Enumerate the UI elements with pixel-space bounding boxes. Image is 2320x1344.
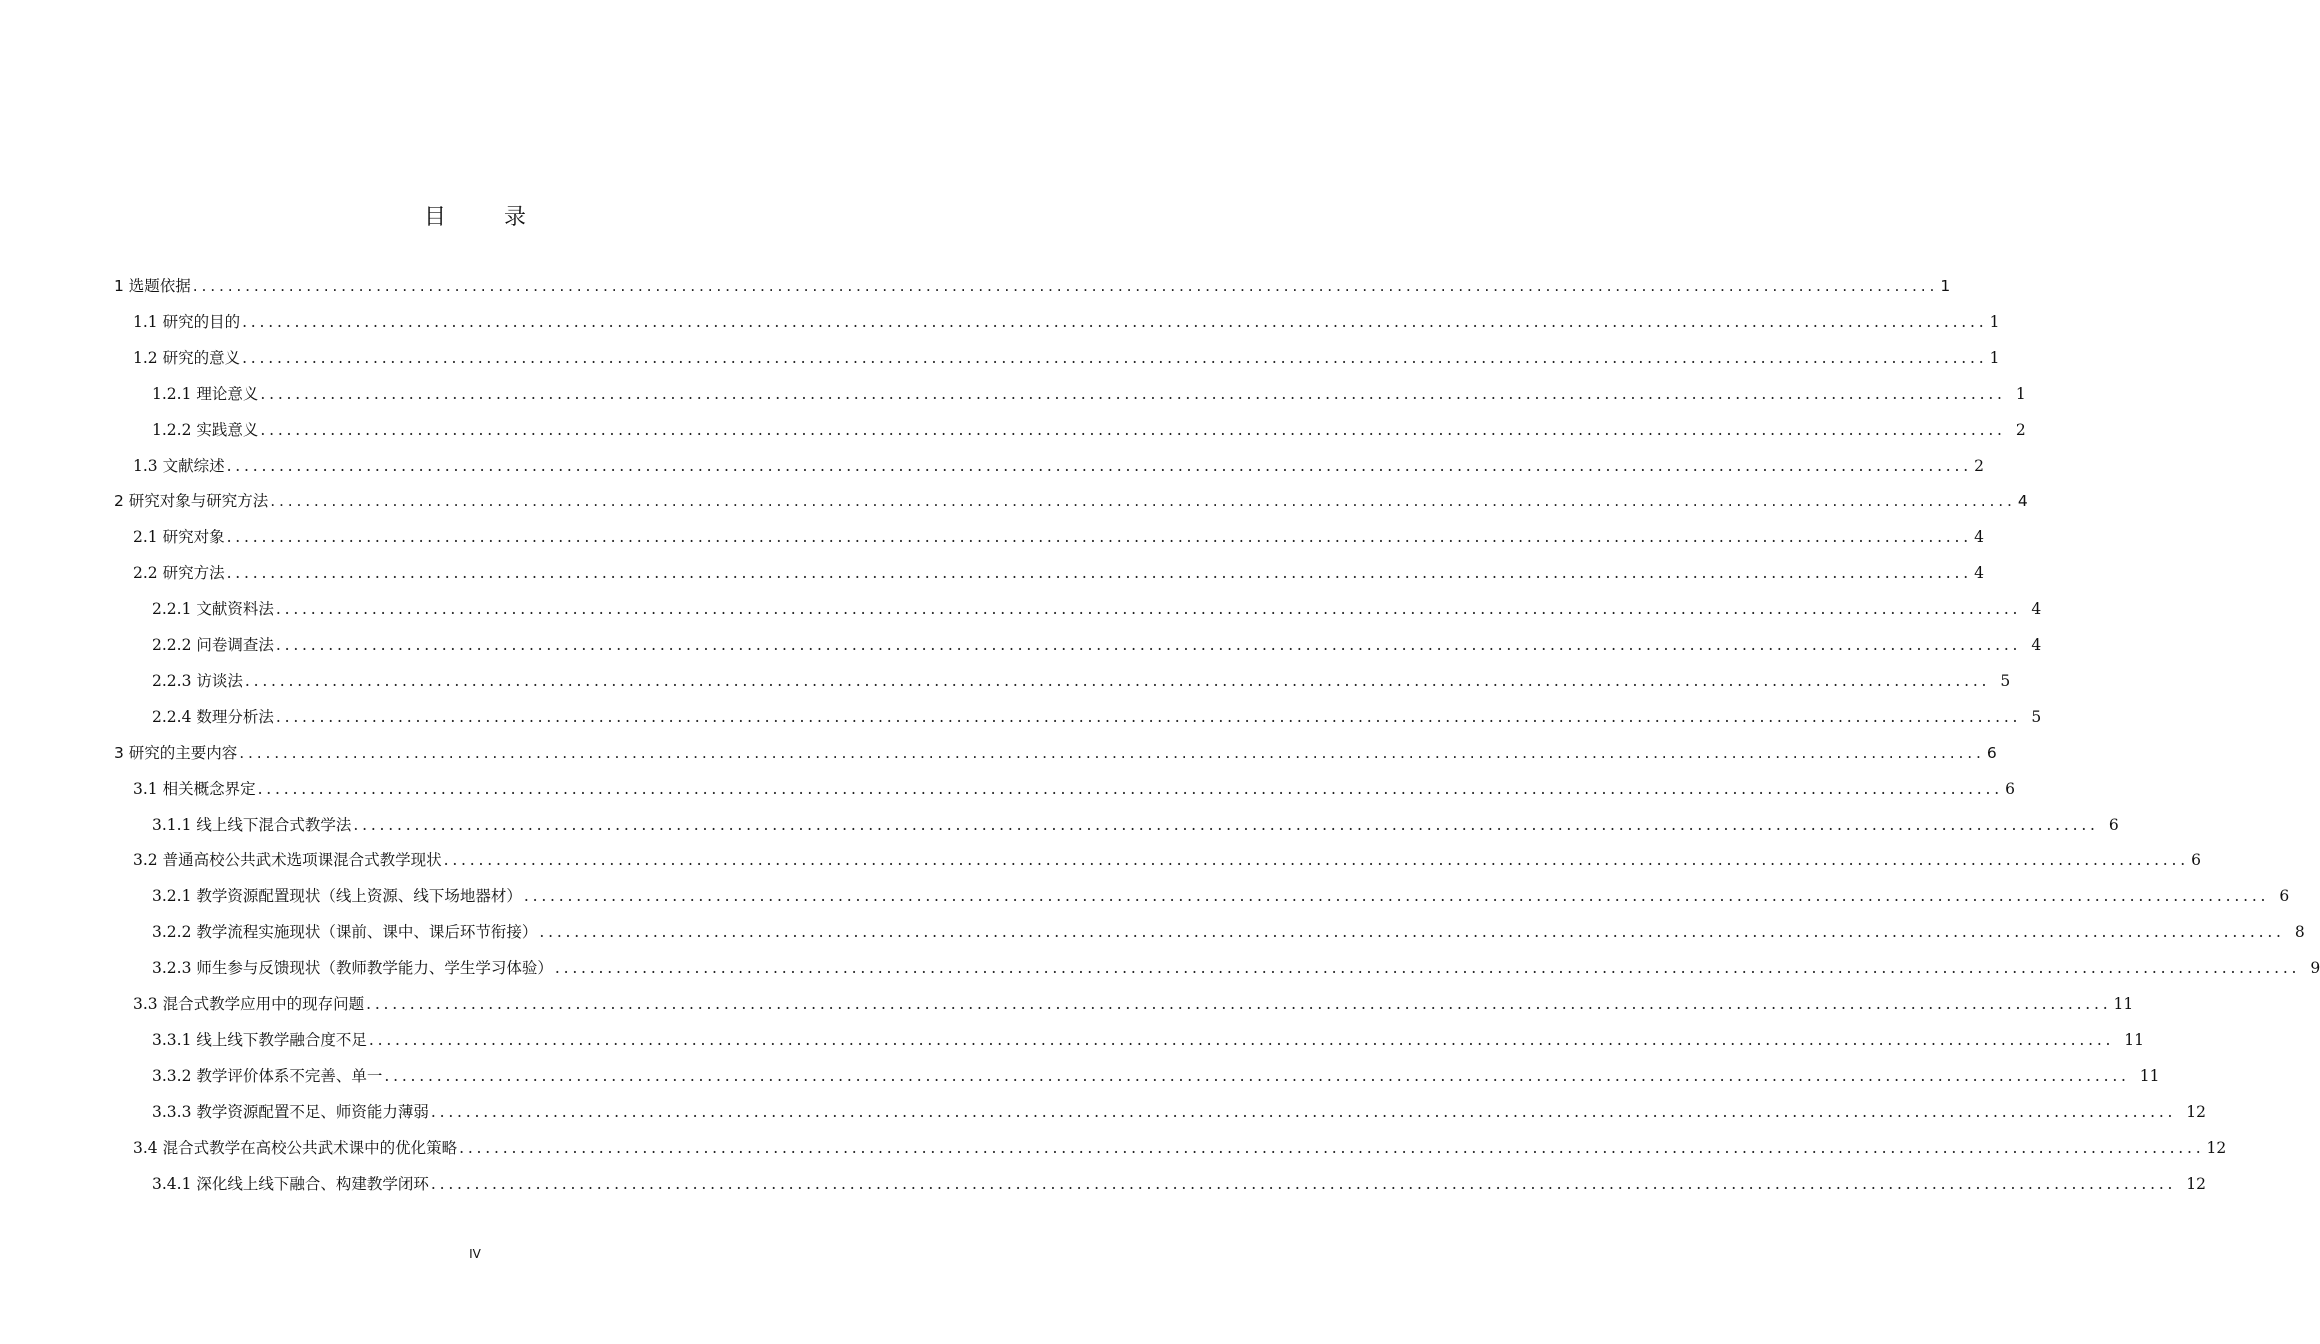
toc-entry-label: 2.1 研究对象 (133, 528, 225, 547)
toc-entry-label: 2.2.3 访谈法 (152, 671, 243, 690)
toc-entry[interactable] (152, 920, 2305, 944)
toc-leader-dots: ........................................................................................................................................................................................................ (275, 600, 2022, 619)
toc-entry[interactable] (152, 1064, 2160, 1088)
toc-entry-page: 12 (2206, 1138, 2227, 1157)
toc-entry-label: 1.2.1 理论意义 (152, 384, 259, 403)
toc-entry-page: 1 (2015, 384, 2026, 403)
toc-entry-page: 8 (2294, 923, 2305, 942)
toc-leader-dots: ........................................................................................................................................................................................................ (554, 959, 2301, 978)
toc-entry-label: 2.2 研究方法 (133, 564, 225, 583)
toc-entry-label: 2.2.1 文献资料法 (152, 600, 274, 619)
toc-entry[interactable] (152, 597, 2042, 621)
toc-entry-page: 2 (2015, 420, 2026, 439)
toc-entry-page: 4 (1974, 564, 1984, 583)
toc-entry-label: 2.2.2 问卷调查法 (152, 636, 274, 654)
toc-entry-label: 3.4 混合式教学在高校公共武术课中的优化策略 (133, 1138, 458, 1157)
toc-entry[interactable] (152, 669, 2011, 693)
toc-entry-label: 2.2.4 数理分析法 (152, 707, 274, 726)
toc-entry[interactable] (114, 274, 1951, 298)
toc-entry-page: 12 (2186, 1174, 2207, 1193)
toc-entry-page: 11 (2139, 1066, 2160, 1085)
toc-leader-dots: ........................................................................................................................................................................................................ (260, 420, 2006, 439)
toc-leader-dots: ........................................................................................................................................................................................................ (523, 887, 2270, 906)
toc-leader-dots: ........................................................................................................................................................................................................ (353, 815, 2099, 834)
toc-entry-page: 4 (1974, 528, 1984, 547)
toc-entry-label: 3.2.2 教学流程实施现状（课前、课中、课后环节衔接） (152, 923, 538, 942)
toc-entry-label: 1.2 研究的意义 (133, 348, 241, 367)
toc-entry-page: 4 (2017, 492, 2028, 511)
toc-leader-dots: ........................................................................................................................................................................................................ (539, 923, 2285, 942)
toc-entry[interactable] (114, 489, 2028, 513)
toc-entry-label: 3.2 普通高校公共武术选项课混合式教学现状 (133, 851, 442, 870)
toc-leader-dots: ........................................................................................................................................................................................................ (368, 1030, 2115, 1049)
toc-entry-page: 5 (2000, 671, 2011, 690)
toc-entry-page: 4 (2031, 636, 2042, 654)
toc-leader-dots: ........................................................................................................................................................................................................ (192, 277, 1939, 295)
toc-leader-dots: ........................................................................................................................................................................................................ (366, 995, 2112, 1013)
toc-entry[interactable] (133, 848, 2201, 872)
toc-entry-label: 1.2.2 实践意义 (152, 420, 259, 439)
toc-leader-dots: ........................................................................................................................................................................................................ (430, 1102, 2177, 1121)
toc-leader-dots: ........................................................................................................................................................................................................ (384, 1066, 2130, 1085)
toc-entry[interactable] (133, 777, 2015, 801)
toc-entry-page: 6 (2005, 779, 2015, 798)
toc-entry-label: 3.1 相关概念界定 (133, 779, 256, 798)
toc-entry-page: 6 (2108, 815, 2119, 834)
toc-entry-label: 1 选题依据 (114, 277, 191, 295)
toc-leader-dots: ........................................................................................................................................................................................................ (257, 779, 2003, 798)
toc-leader-dots: ........................................................................................................................................................................................................ (242, 312, 1988, 331)
toc-leader-dots: ........................................................................................................................................................................................................ (443, 851, 2189, 870)
toc-entry-label: 1.3 文献综述 (133, 456, 225, 475)
toc-leader-dots: ........................................................................................................................................................................................................ (226, 456, 1972, 475)
toc-entry[interactable] (133, 454, 1984, 478)
toc-entry-page: 1 (1940, 277, 1951, 295)
toc-entry[interactable] (114, 741, 1997, 765)
toc-entry-label: 2 研究对象与研究方法 (114, 492, 269, 511)
toc-entry-page: 1 (1989, 312, 2000, 331)
toc-entry-page: 9 (2310, 959, 2320, 978)
toc-leader-dots: ........................................................................................................................................................................................................ (242, 348, 1988, 367)
toc-entry[interactable] (152, 1172, 2207, 1196)
toc-entry-label: 3.4.1 深化线上线下融合、构建教学闭环 (152, 1174, 429, 1193)
toc-entry-label: 3.3.1 线上线下教学融合度不足 (152, 1030, 367, 1049)
toc-leader-dots: ........................................................................................................................................................................................................ (270, 492, 2016, 511)
toc-entry[interactable] (133, 1136, 2227, 1160)
toc-entry-page: 6 (1986, 743, 1997, 762)
toc-entry-label: 3.3.3 教学资源配置不足、师资能力薄弱 (152, 1102, 429, 1121)
toc-entry-label: 1.1 研究的目的 (133, 312, 241, 331)
page-number-footer: IV (469, 1247, 481, 1261)
page-title: 目 录 (423, 205, 544, 230)
toc-entry-page: 6 (2191, 851, 2201, 870)
toc-entry[interactable] (152, 418, 2026, 442)
toc-entry-page: 4 (2031, 600, 2042, 619)
toc-entry[interactable] (152, 1028, 2145, 1052)
toc-entry-label: 3.3 混合式教学应用中的现存问题 (133, 995, 365, 1013)
toc-leader-dots: ........................................................................................................................................................................................................ (260, 384, 2006, 403)
toc-entry[interactable] (133, 561, 1984, 585)
toc-entry[interactable] (152, 1100, 2207, 1124)
toc-entry-label: 3.2.3 师生参与反馈现状（教师教学能力、学生学习体验） (152, 959, 553, 978)
toc-entry[interactable] (152, 813, 2119, 837)
toc-entry[interactable] (152, 382, 2026, 406)
toc-entry-page: 2 (1974, 456, 1984, 475)
toc-leader-dots: ........................................................................................................................................................................................................ (459, 1138, 2205, 1157)
toc-leader-dots: ........................................................................................................................................................................................................ (275, 636, 2022, 654)
toc-entry-label: 3.3.2 教学评价体系不完善、单一 (152, 1066, 383, 1085)
toc-leader-dots: ........................................................................................................................................................................................................ (244, 671, 1991, 690)
toc-entry-page: 1 (1989, 348, 2000, 367)
toc-entry-page: 11 (2124, 1030, 2145, 1049)
toc-entry-page: 11 (2113, 995, 2134, 1013)
toc-entry-label: 3.2.1 教学资源配置现状（线上资源、线下场地器材） (152, 887, 522, 906)
toc-entry[interactable] (133, 310, 2000, 334)
toc-entry-page: 5 (2031, 707, 2042, 726)
toc-entry[interactable] (133, 346, 2000, 370)
toc-entry[interactable] (133, 992, 2134, 1016)
toc-leader-dots: ........................................................................................................................................................................................................ (226, 528, 1972, 547)
toc-entry-label: 3.1.1 线上线下混合式教学法 (152, 815, 352, 834)
toc-entry-label: 3 研究的主要内容 (114, 743, 238, 762)
toc-entry-page: 12 (2186, 1102, 2207, 1121)
toc-entry[interactable] (152, 705, 2042, 729)
toc-entry[interactable] (152, 633, 2042, 657)
toc-leader-dots: ........................................................................................................................................................................................................ (430, 1174, 2177, 1193)
toc-entry-page: 6 (2279, 887, 2290, 906)
toc-leader-dots: ........................................................................................................................................................................................................ (226, 564, 1972, 583)
toc-leader-dots: ........................................................................................................................................................................................................ (275, 707, 2022, 726)
toc-entry[interactable] (133, 525, 1984, 549)
toc-entry[interactable] (152, 956, 2320, 980)
toc-entry[interactable] (152, 884, 2290, 908)
toc-leader-dots: ........................................................................................................................................................................................................ (239, 743, 1985, 762)
